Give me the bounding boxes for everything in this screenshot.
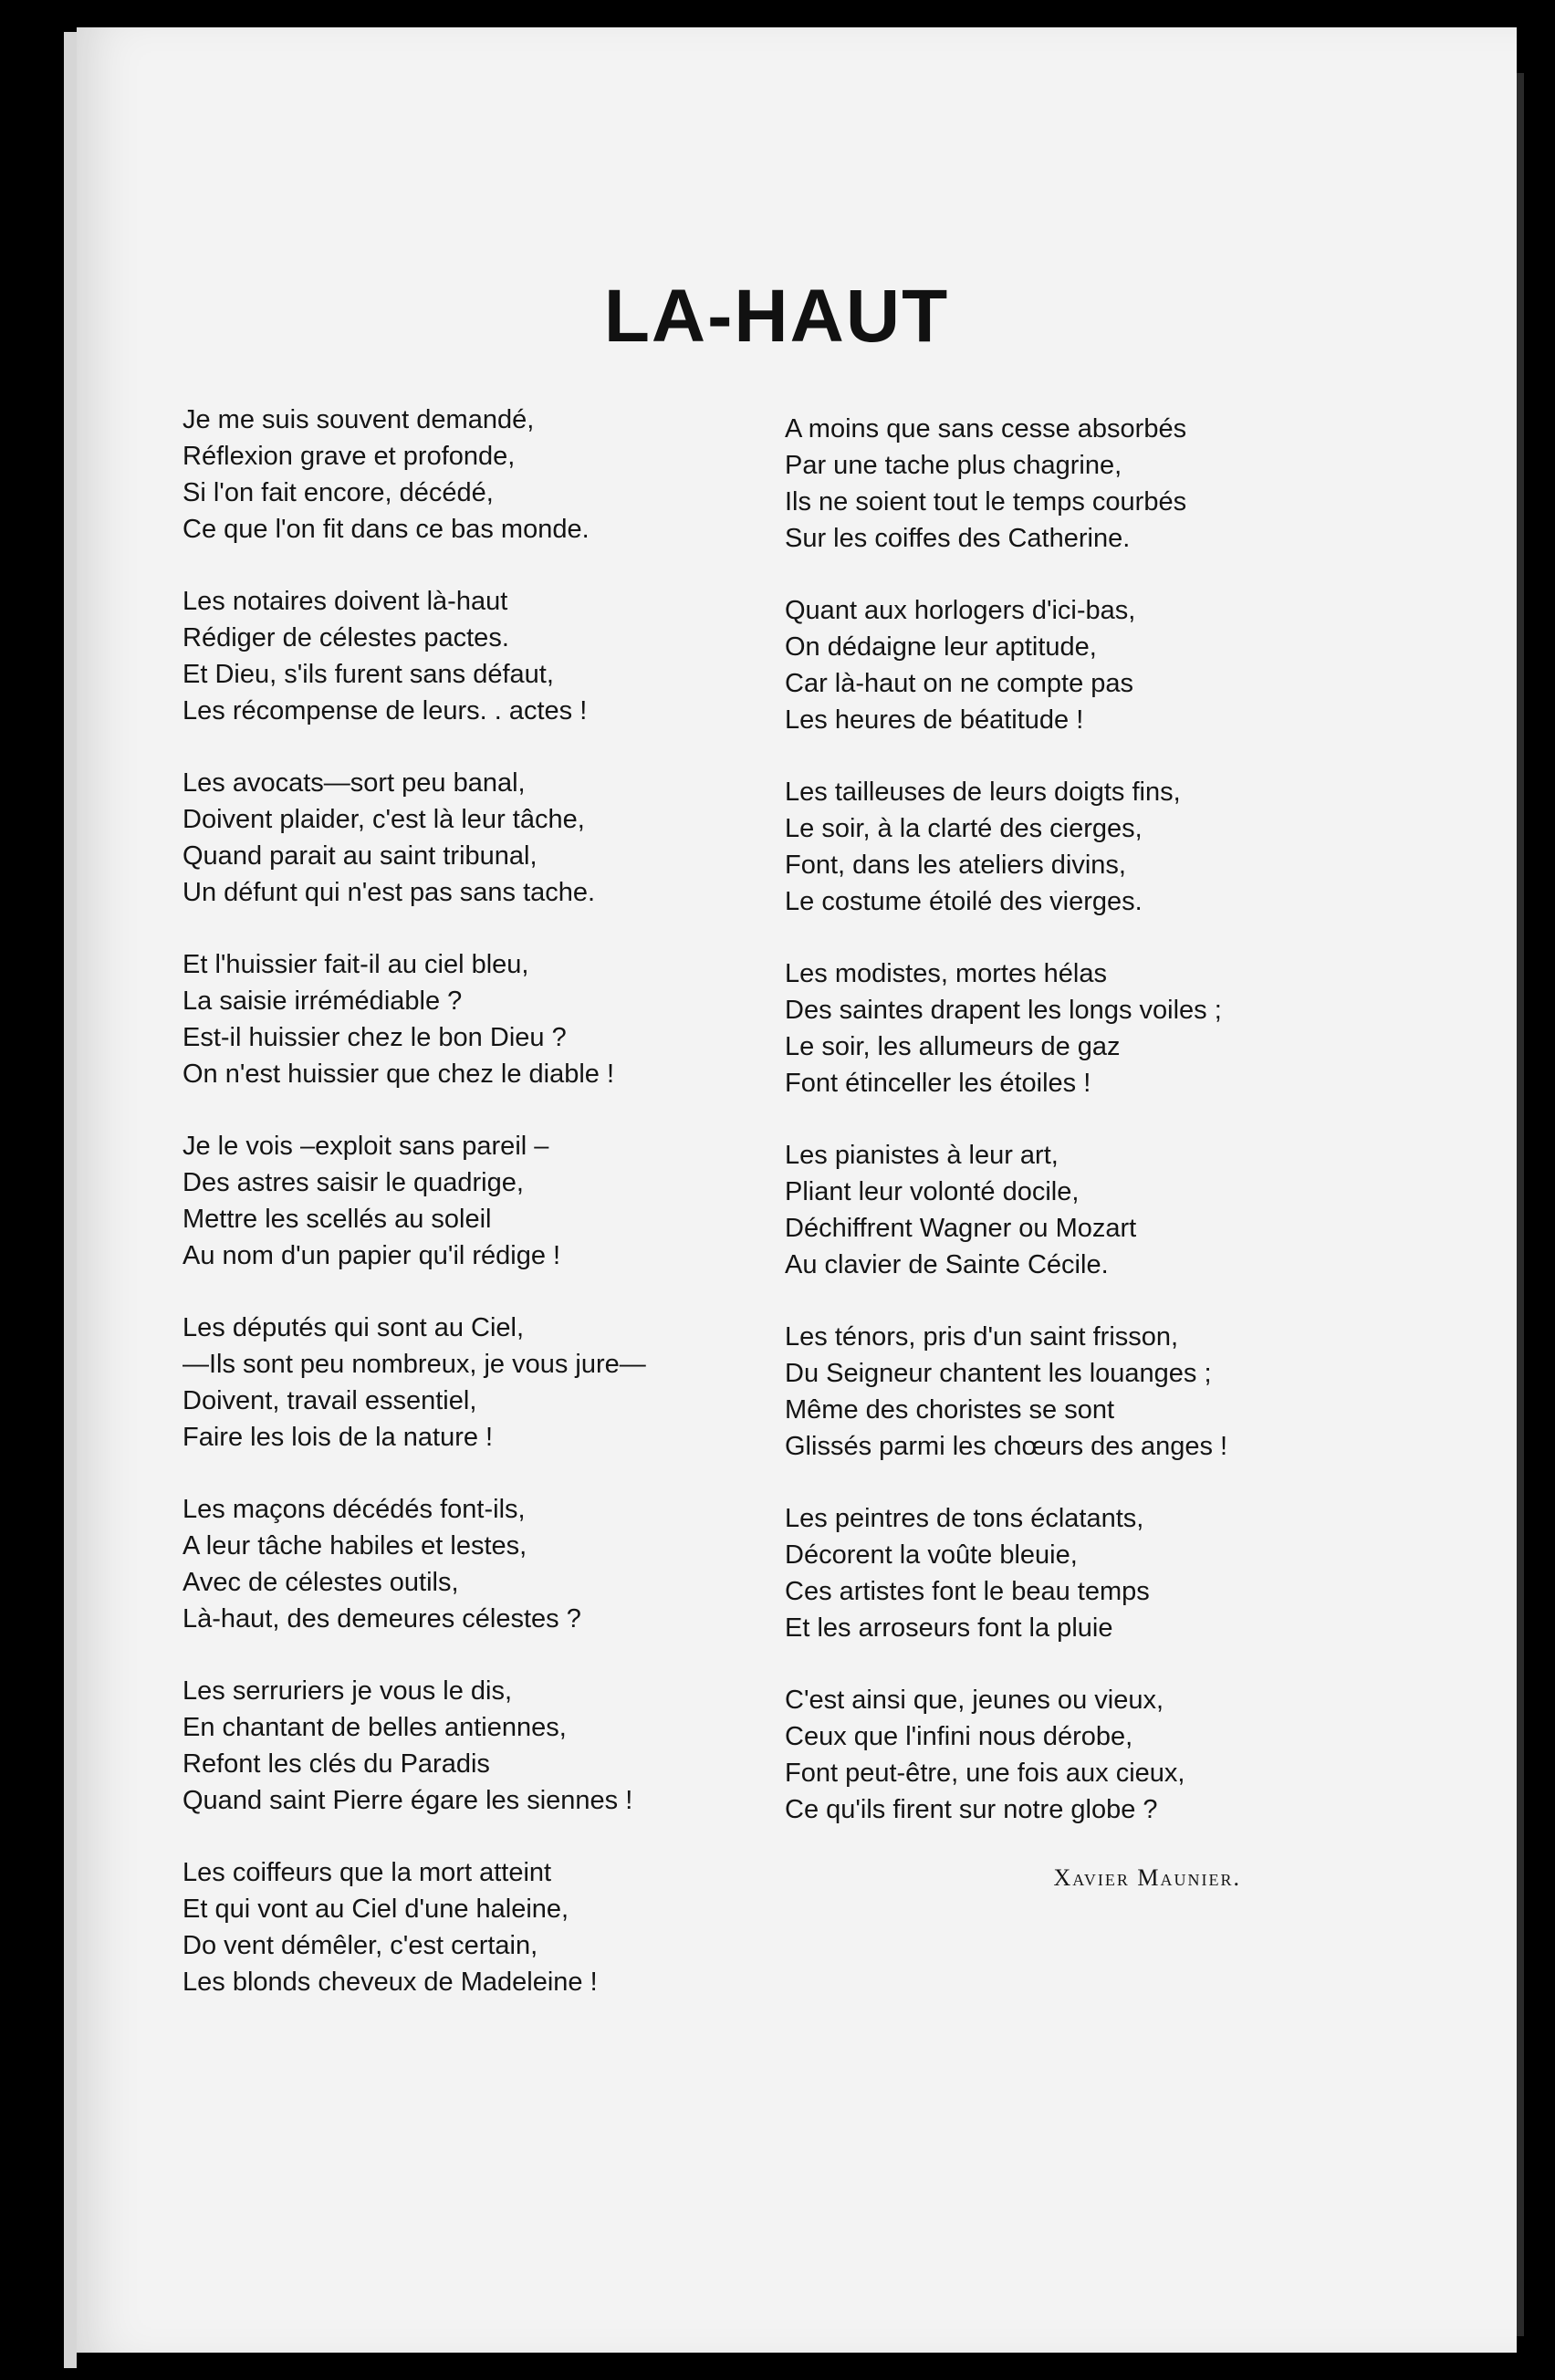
verse-line: Les heures de béatitude ! [785,705,1084,735]
verse-line: Do vent démêler, c'est certain, [183,1931,538,1960]
verse-line: Les députés qui sont au Ciel, [183,1313,525,1342]
verse-line: Par une tache plus chagrine, [785,451,1122,480]
stanza [183,1854,803,2000]
verse-line: Déchiffrent Wagner ou Mozart [785,1214,1137,1243]
verse-line: Et l'huissier fait-il au ciel bleu, [183,950,529,979]
stanza [183,583,803,729]
verse-line: Les blonds cheveux de Madeleine ! [183,1968,598,1997]
verse-line: On n'est huissier que chez le diable ! [183,1060,615,1089]
verse-line: Les serruriers je vous le dis, [183,1676,513,1706]
verse-line: Doivent, travail essentiel, [183,1386,477,1415]
verse-line: Les tailleuses de leurs doigts fins, [785,778,1181,807]
stanza [183,1491,803,1637]
verse-line: Glissés parmi les chœurs des anges ! [785,1432,1228,1461]
verse-line: Ceux que l'infini nous dérobe, [785,1722,1133,1751]
verse-line: La saisie irrémédiable ? [183,986,463,1016]
verse-line: Et Dieu, s'ils furent sans défaut, [183,660,554,689]
verse-line: Font peut-être, une fois aux cieux, [785,1759,1185,1788]
verse-line: Ce que l'on fit dans ce bas monde. [183,515,590,544]
verse-line: Les avocats—sort peu banal, [183,768,526,798]
right-column [785,411,1424,1896]
author-signature: Xavier Maunier. [1053,1864,1241,1891]
verse-line: Ce qu'ils firent sur notre globe ? [785,1795,1158,1824]
verse-line: Les notaires doivent là-haut [183,587,508,616]
verse-line: Quand saint Pierre égare les siennes ! [183,1786,633,1815]
stanza [183,1310,803,1456]
verse-line: Les peintres de tons éclatants, [785,1504,1144,1533]
verse-line: Est-il huissier chez le bon Dieu ? [183,1023,567,1052]
stanza [785,592,1424,738]
stanza [785,1682,1424,1828]
poem-title: LA-HAUT [603,275,950,358]
stanza [183,1128,803,1274]
verse-line: Des saintes drapent les longs voiles ; [785,996,1222,1025]
verse-line: Je le vois –exploit sans pareil – [183,1132,549,1161]
verse-line: Décorent la voûte bleuie, [785,1540,1078,1570]
verse-line: Les ténors, pris d'un saint frisson, [785,1322,1179,1352]
stanza [785,411,1424,557]
verse-line: Un défunt qui n'est pas sans tache. [183,878,596,907]
left-column [183,402,803,2036]
verse-line: Ils ne soient tout le temps courbés [785,487,1187,517]
verse-line: Car là-haut on ne compte pas [785,669,1134,698]
stanza [183,402,803,548]
verse-line: Le soir, les allumeurs de gaz [785,1032,1121,1061]
verse-line: Le soir, à la clarté des cierges, [785,814,1143,843]
verse-line: A leur tâche habiles et lestes, [183,1531,527,1561]
page-left-strip [64,32,77,2368]
verse-line: Font, dans les ateliers divins, [785,851,1126,880]
verse-line: Avec de célestes outils, [183,1568,459,1597]
stanza [785,1137,1424,1283]
verse-line: Rédiger de célestes pactes. [183,623,509,652]
verse-line: Au nom d'un papier qu'il rédige ! [183,1241,561,1270]
verse-line: On dédaigne leur aptitude, [785,632,1097,662]
verse-line: Les coiffeurs que la mort atteint [183,1858,552,1887]
verse-line: Là-haut, des demeures célestes ? [183,1604,581,1634]
verse-line: Ces artistes font le beau temps [785,1577,1150,1606]
verse-line: Mettre les scellés au soleil [183,1205,492,1234]
verse-line: Du Seigneur chantent les louanges ; [785,1359,1212,1388]
verse-line: A moins que sans cesse absorbés [785,414,1187,444]
verse-line: En chantant de belles antiennes, [183,1713,567,1742]
stanza [785,1500,1424,1646]
verse-line: Quant aux horlogers d'ici-bas, [785,596,1136,625]
verse-line: Faire les lois de la nature ! [183,1423,494,1452]
verse-line: Même des choristes se sont [785,1395,1115,1425]
verse-line: Pliant leur volonté docile, [785,1177,1080,1206]
stanza [785,1319,1424,1465]
verse-line: Doivent plaider, c'est là leur tâche, [183,805,585,834]
verse-line: Je me suis souvent demandé, [183,405,535,434]
verse-line: Quand parait au saint tribunal, [183,841,537,871]
verse-line: Si l'on fait encore, décédé, [183,478,494,507]
verse-line: Les maçons décédés font-ils, [183,1495,526,1524]
verse-line: Les pianistes à leur art, [785,1141,1059,1170]
stanza [785,774,1424,920]
verse-line: Réflexion grave et profonde, [183,442,516,471]
verse-line: —Ils sont peu nombreux, je vous jure— [183,1350,646,1379]
verse-line: Font étinceller les étoiles ! [785,1069,1091,1098]
verse-line: C'est ainsi que, jeunes ou vieux, [785,1686,1164,1715]
stanza [183,1673,803,1819]
verse-line: Le costume étoilé des vierges. [785,887,1143,916]
verse-line: Et qui vont au Ciel d'une haleine, [183,1895,569,1924]
stanza [183,946,803,1092]
verse-line: Les modistes, mortes hélas [785,959,1107,988]
verse-line: Et les arroseurs font la pluie [785,1613,1113,1643]
stanza [183,765,803,911]
verse-line: Sur les coiffes des Catherine. [785,524,1131,553]
verse-line: Refont les clés du Paradis [183,1749,490,1779]
verse-line: Au clavier de Sainte Cécile. [785,1250,1109,1279]
stanza [785,955,1424,1101]
verse-line: Les récompense de leurs. . actes ! [183,696,588,725]
verse-line: Des astres saisir le quadrige, [183,1168,524,1197]
